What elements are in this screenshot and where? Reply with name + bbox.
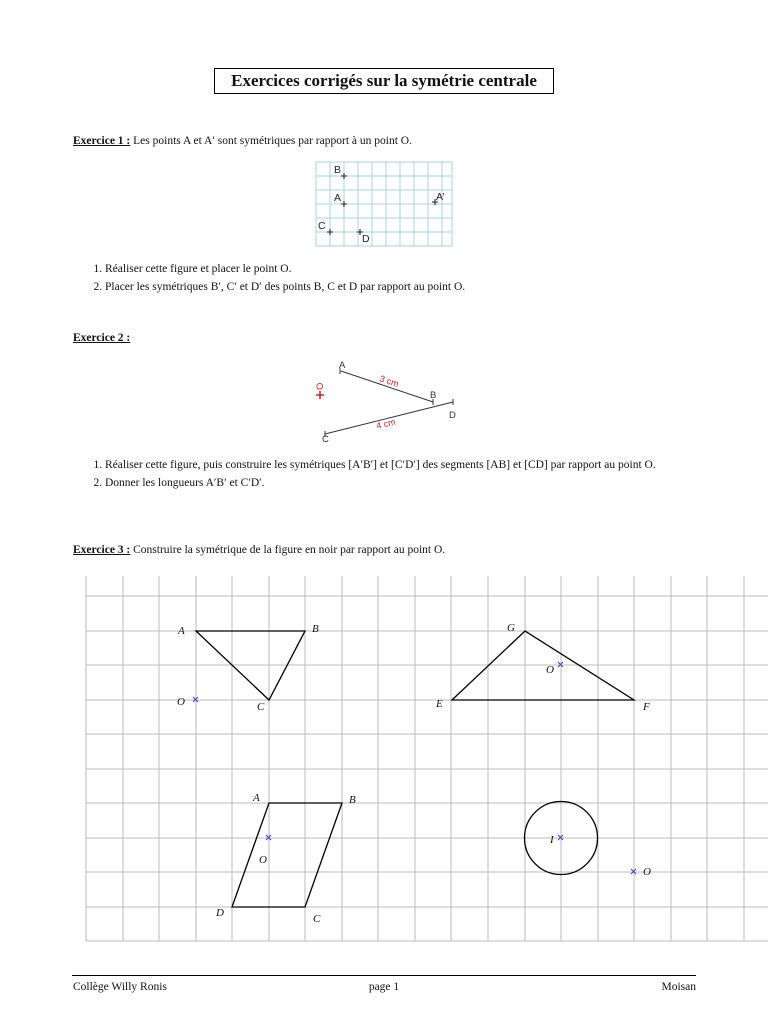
label-b: B [334,164,342,176]
label-d: D [362,233,370,245]
ex1-intro-line [73,134,713,149]
t2-label-o: O [546,664,554,676]
ex2-label: Exercice 2 : [73,332,131,344]
t2-label-f: F [643,701,650,713]
ex2-question-2: 2. Donner les longueurs A′B′ et C′D′. [105,476,703,491]
c-label-o: O [643,866,651,878]
length-cd: 4 cm [375,416,397,431]
ex2-question-1: 1. Réaliser cette figure, puis construire les symétriques [A′B′] et [C′D′] des segments [AB] et [CD] par rapport au point O. [105,458,703,473]
footer-rule [72,975,696,976]
p-label-b: B [349,794,356,806]
label-a: A [339,360,346,371]
page-title: Exercices corrigés sur la symétrie centrale [214,68,554,94]
label-o: O [315,382,326,390]
p-label-a: A [253,792,260,804]
label-d: D [449,410,456,421]
p-label-c: C [313,913,321,925]
ex3-intro-line [73,543,713,558]
footer-school: Collège Willy Ronis [73,981,167,993]
t1-label-a: A [178,625,185,637]
t1-label-c: C [257,701,265,713]
label-a: A [334,192,342,204]
footer-page-number: page 1 [368,981,400,993]
ex3-figure [0,570,768,948]
p-label-d: D [216,907,224,919]
p-label-o: O [259,854,267,866]
ex1-intro: Les points A et A′ sont symétriques par rapport à un point O. [133,135,412,147]
parallelogram-abcd [232,803,342,907]
label-a-prime: A’ [436,191,445,203]
label-c: C [318,220,326,232]
ex1-question-1: 1. Réaliser cette figure et placer le point O. [105,262,713,277]
ex3-label: Exercice 3 : [73,544,131,556]
length-ab: 3 cm [378,373,401,389]
c-label-i: I [550,834,554,846]
label-c: C [322,434,329,444]
ex3-grid [86,576,768,941]
ex1-label: Exercice 1 : [73,135,131,147]
ex1-figure [314,160,454,248]
ex1-questions [73,262,713,298]
point-b-cross [341,173,347,179]
label-b: B [430,390,437,401]
t2-label-g: G [507,622,515,634]
point-a-cross [341,201,347,207]
footer-author: Moisan [661,981,696,993]
ex2-questions [73,458,703,494]
point-c-cross [327,229,333,235]
t1-label-b: B [312,623,319,635]
ex3-intro: Construire la symétrique de la figure en noir par rapport au point O. [133,544,446,556]
t2-label-e: E [436,698,443,710]
t1-label-o: O [177,696,185,708]
ex2-heading [73,331,130,346]
ex1-question-2: 2. Placer les symétriques B′, C′ et D′ des points B, C et D par rapport au point O. [105,280,713,295]
ex2-figure [305,356,475,444]
point-o-cross [316,391,324,399]
